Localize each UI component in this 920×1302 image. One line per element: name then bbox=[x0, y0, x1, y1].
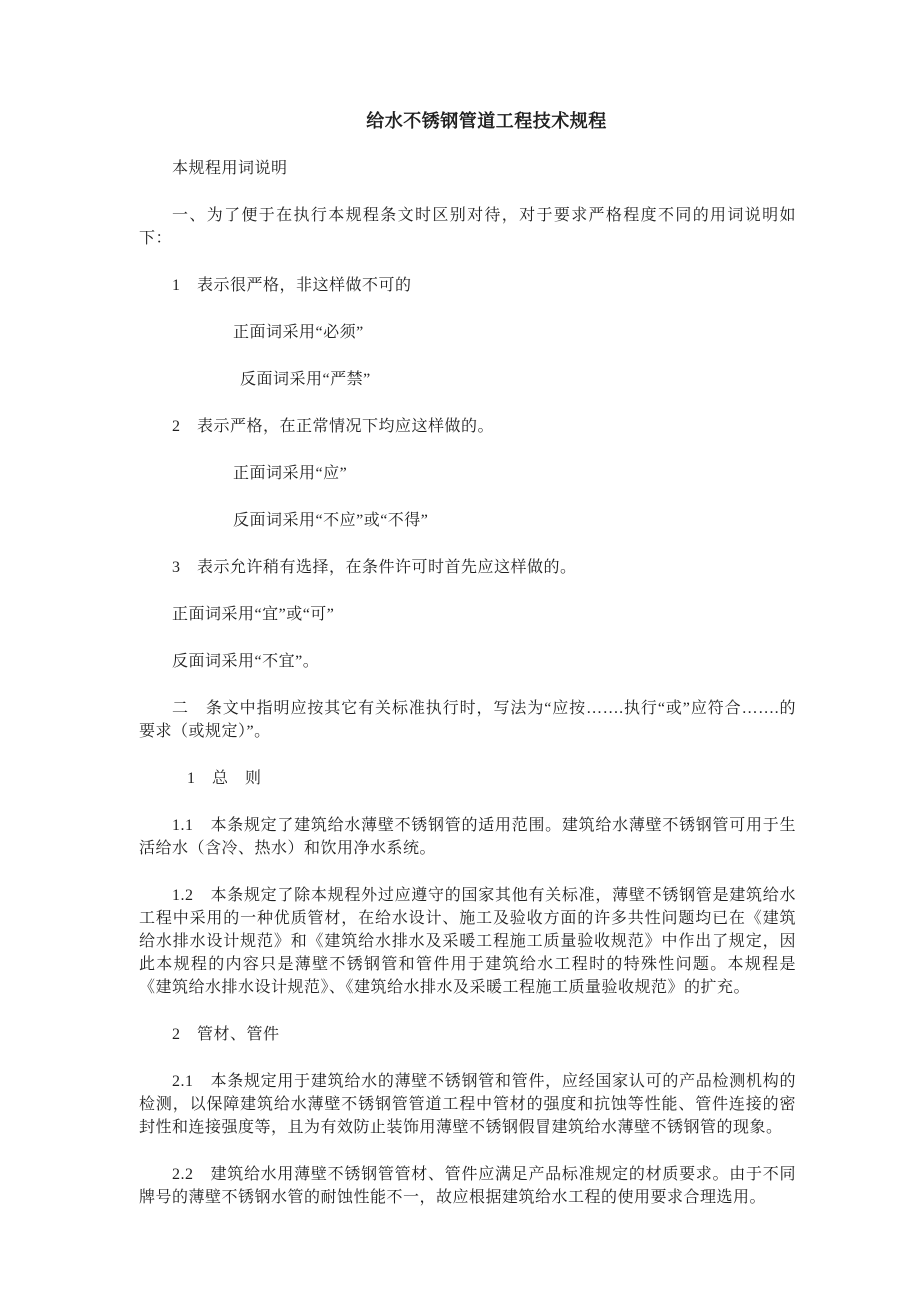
para-item-one: 一、为了便于在执行本规程条文时区别对待，对于要求严格程度不同的用词说明如下： bbox=[139, 207, 796, 247]
heading-chapter-2-pipes-fittings: 2 管材、管件 bbox=[172, 1026, 280, 1043]
para-clause-1-1: 1.1 本条规定了建筑给水薄壁不锈钢管的适用范围。建筑给水薄壁不锈钢管可用于生活给水（含冷、热水）和饮用净水系统。 bbox=[139, 817, 796, 857]
para-rule-1-negative: 反面词采用“严禁” bbox=[240, 371, 371, 388]
para-rule-3: 3 表示允许稍有选择，在条件许可时首先应这样做的。 bbox=[172, 559, 577, 576]
document-title: 给水不锈钢管道工程技术规程 bbox=[366, 111, 607, 131]
para-rule-3-negative: 反面词采用“不宜”。 bbox=[172, 653, 320, 670]
para-item-two: 二 条文中指明应按其它有关标准执行时，写法为“应按…….执行“或”应符合…….的要求（或规定）”。 bbox=[139, 700, 796, 740]
para-clause-2-1: 2.1 本条规定用于建筑给水的薄壁不锈钢管和管件，应经国家认可的产品检测机构的检测，以保障建筑给水薄壁不锈钢管管道工程中管材的强度和抗蚀等性能、管件连接的密封性和连接强度等，且为有效防止装饰用薄壁不锈钢假冒建筑给水薄壁不锈钢管的现象。 bbox=[139, 1073, 796, 1136]
para-rule-1: 1 表示很严格，非这样做不可的 bbox=[172, 277, 412, 294]
para-rule-1-positive: 正面词采用“必须” bbox=[233, 324, 364, 341]
para-rule-2-positive: 正面词采用“应” bbox=[233, 465, 348, 482]
para-clause-1-2: 1.2 本条规定了除本规程外过应遵守的国家其他有关标准，薄壁不锈钢管是建筑给水工程中采用的一种优质管材，在给水设计、施工及验收方面的许多共性问题均已在《建筑给水排水设计规范》和《建筑给水排水及采暖工程施工质量验收规范》中作出了规定，因此本规程的内容只是薄壁不锈钢管和管件用于建筑给水工程时的特殊性问题。本规程是《建筑给水排水设计规范》、《建筑给水排水及采暖工程施工质量验收规范》的扩充。 bbox=[139, 887, 796, 996]
para-rule-2-negative: 反面词采用“不应”或“不得” bbox=[233, 512, 429, 529]
para-rule-3-positive: 正面词采用“宜”或“可” bbox=[172, 606, 335, 623]
heading-chapter-1-general: 1 总 则 bbox=[187, 770, 262, 787]
para-clause-2-2: 2.2 建筑给水用薄壁不锈钢管管材、管件应满足产品标准规定的材质要求。由于不同牌号的薄壁不锈钢水管的耐蚀性能不一，故应根据建筑给水工程的使用要求合理选用。 bbox=[139, 1166, 796, 1206]
para-terms-intro: 本规程用词说明 bbox=[172, 160, 288, 177]
para-rule-2: 2 表示严格，在正常情况下均应这样做的。 bbox=[172, 418, 495, 435]
